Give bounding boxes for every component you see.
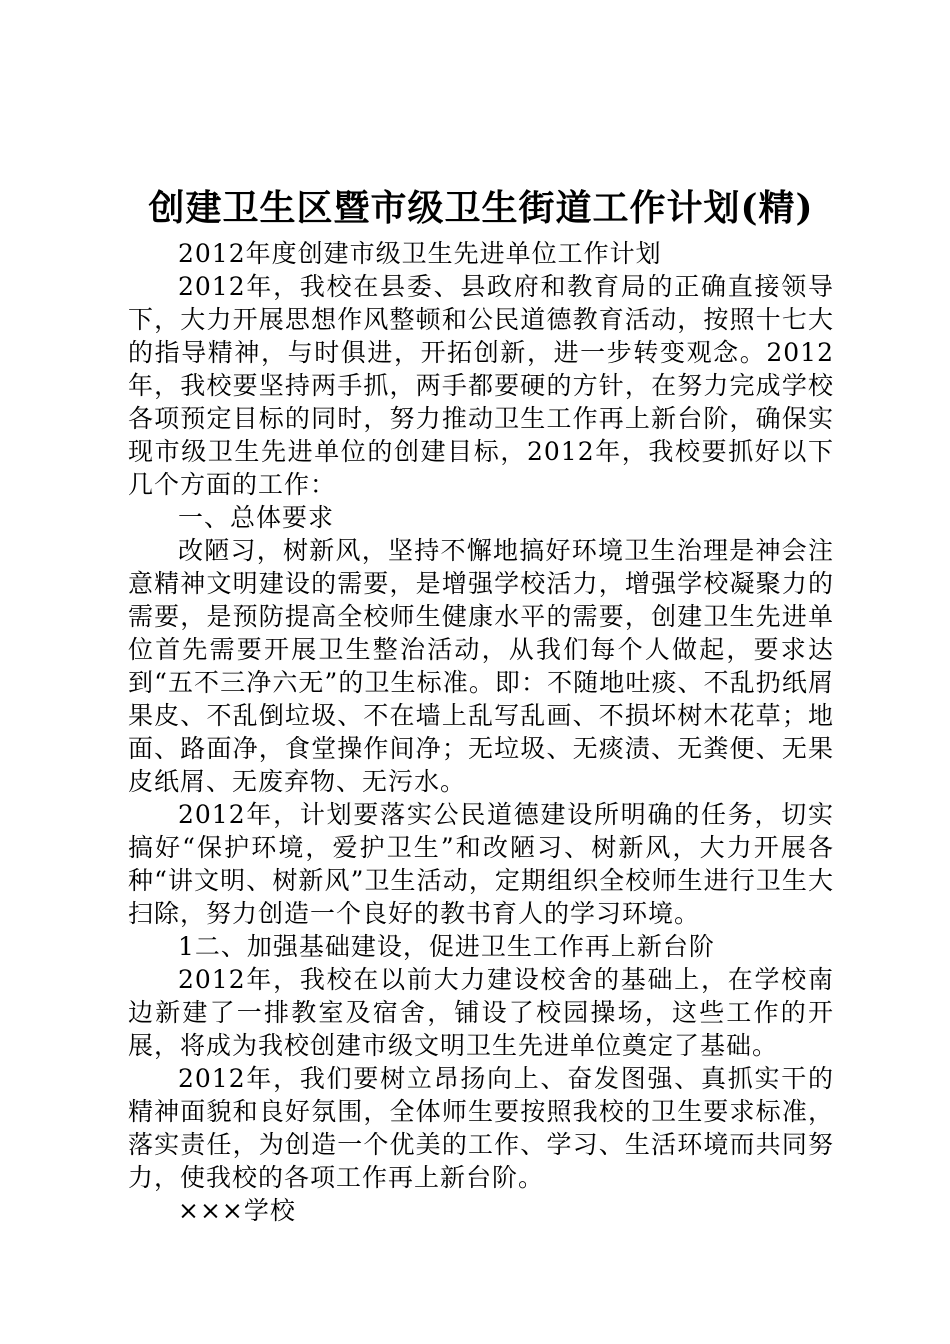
section-heading-general-requirements: 一、总体要求: [178, 503, 335, 532]
document-signature: ×××学校: [178, 1196, 296, 1225]
paragraph-moral-construction: 2012年，计划要落实公民道德建设所明确的任务，切实搞好“保护环境，爱护卫生”和改陋习、树新风，大力开展各种“讲文明、树新风”卫生活动，定期组织全校师生进行卫生大扫除，努力创造一个良好的教书育人的学习环境。: [128, 800, 834, 928]
paragraph-spirit: 2012年，我们要树立昂扬向上、奋发图强、真抓实干的精神面貌和良好氛围，全体师生要按照我校的卫生要求标准，落实责任，为创造一个优美的工作、学习、生活环境而共同努力，使我校的各项工作再上新台阶。: [128, 1064, 834, 1192]
paragraph-intro: 2012年，我校在县委、县政府和教育局的正确直接领导下，大力开展思想作风整顿和公民道德教育活动，按照十七大的指导精神，与时俱进，开拓创新，进一步转变观念。2012年，我校要坚持两手抓，两手都要硬的方针，在努力完成学校各项预定目标的同时，努力推动卫生工作再上新台阶，确保实现市级卫生先进单位的创建目标，2012年，我校要抓好以下几个方面的工作：: [128, 272, 834, 499]
section-heading-infrastructure: 1二、加强基础建设，促进卫生工作再上新台阶: [178, 932, 715, 961]
paragraph-plan-heading: 2012年度创建市级卫生先进单位工作计划: [178, 239, 662, 268]
document-page: [128, 185, 834, 1227]
paragraph-infrastructure: 2012年，我校在以前大力建设校舍的基础上，在学校南边新建了一排教室及宿舍，铺设了校园操场，这些工作的开展，将成为我校创建市级文明卫生先进单位奠定了基础。: [128, 965, 834, 1060]
document-title: 创建卫生区暨市级卫生街道工作计划(精): [148, 187, 814, 229]
paragraph-general-requirements: 改陋习，树新风，坚持不懈地搞好环境卫生治理是神会注意精神文明建设的需要，是增强学校活力，增强学校凝聚力的需要，是预防提高全校师生健康水平的需要，创建卫生先进单位首先需要开展卫生整治活动，从我们每个人做起，要求达到“五不三净六无”的卫生标准。即：不随地吐痰、不乱扔纸屑果皮、不乱倒垃圾、不在墙上乱写乱画、不损坏树木花草；地面、路面净，食堂操作间净；无垃圾、无痰渍、无粪便、无果皮纸屑、无废弃物、无污水。: [128, 536, 834, 796]
